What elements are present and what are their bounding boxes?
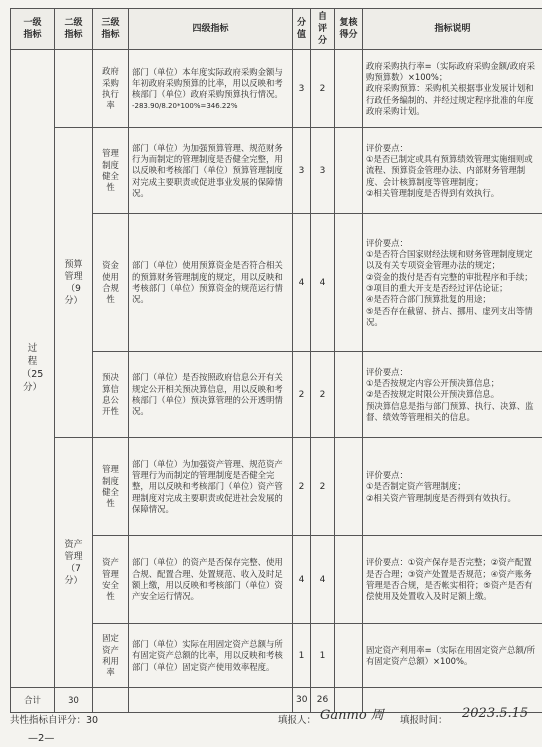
level4-cell: 部门（单位）使用预算资金是否符合相关的预算财务管理制度的规定，用以反映和考核部门（单位）预算资金的规范运行情况。 [129, 214, 293, 352]
level3-cell: 资产 管理 安全 性 [93, 536, 129, 624]
table-row [11, 50, 542, 128]
score-cell: 3 [293, 128, 311, 214]
fill-time-label: 填报时间： [400, 715, 448, 726]
level4-cell: 部门（单位）是否按照政府信息公开有关规定公开相关预决算信息，用以反映和考核部门（单位）预决算管理的公开透明情况。 [129, 352, 293, 438]
score-cell: 2 [293, 352, 311, 438]
level2-empty [55, 50, 93, 128]
header-score: 分 值 [293, 9, 311, 50]
level4-cell: 部门（单位）实际在用固定资产总额与所有固定资产总额的比率，用以反映和考核部门（单位）固定资产使用效率程度。 [129, 624, 293, 688]
header-self-score: 自评 分 [311, 9, 335, 50]
explanation-cell: 评价要点： ①是否符合国家财经法规和财务管理制度规定以及有关专项资金管理办法的规定； ②资金的拨付是否有完整的审批程序和手续； ③项目的重大开支是否经过评估论证； ④是否符合部门预算批复的用途； ⑤是否存在截留、挤占、挪用、虚列支出等情况。 [363, 214, 542, 352]
review-score-cell [335, 50, 363, 128]
explanation-cell: 评价要点： ①是否按规定内容公开预决算信息； ②是否按规定时限公开预决算信息。 预决算信息是指与部门预算、执行、决算、监督、绩效等管理相关的信息。 [363, 352, 542, 438]
indicator-sheet [10, 8, 542, 713]
explanation-cell: 政府采购执行率=（实际政府采购金额/政府采购预算数）×100%； 政府采购预算：采购机关根据事业发展计划和行政任务编制的、并经过规定程序批准的年度政府采购计划。 [363, 50, 542, 128]
review-score-cell [335, 352, 363, 438]
total-empty-cell [93, 688, 129, 713]
header-review-score: 复核 得分 [335, 9, 363, 50]
level4-cell [129, 50, 293, 128]
table-row [11, 438, 542, 536]
total-label: 合计 [11, 688, 55, 713]
handwritten-signature: Ganmo 周 [320, 708, 384, 723]
level1-process: 过 程 （25 分） [11, 50, 55, 688]
review-score-cell [335, 536, 363, 624]
review-score-cell [335, 128, 363, 214]
score-cell: 4 [293, 214, 311, 352]
level3-cell: 管理 制度 健全 性 [93, 438, 129, 536]
total-empty-cell [129, 688, 293, 713]
self-score-cell: 2 [311, 352, 335, 438]
review-score-cell [335, 438, 363, 536]
header-level4: 四级指标 [129, 9, 293, 50]
self-score-cell: 2 [311, 438, 335, 536]
level4-note: -283.90/8.20*100%=346.22% [132, 101, 238, 110]
self-score-cell: 1 [311, 624, 335, 688]
level2-asset-management: 资产 管理 （7 分） [55, 438, 93, 688]
total-self-score: 26 [311, 688, 335, 713]
level3-cell: 资金 使用 合规 性 [93, 214, 129, 352]
header-explanation: 指标说明 [363, 9, 542, 50]
header-level1: 一级 指标 [11, 9, 55, 50]
level4-text: 部门（单位）本年度实际政府采购金额与年初政府采购预算的比率，用以反映和考核部门（单位）政府采购预算执行情况。 [132, 66, 283, 100]
explanation-cell: 评价要点：①资产保存是否完整；②资产配置是否合理；③资产处置是否规范；④资产账务管理是否合规，是否帐实相符；⑤资产是否有偿使用及处置收入及时足额上缴。 [363, 536, 542, 624]
level2-budget-management: 预算 管理 （9 分） [55, 128, 93, 438]
explanation-cell: 固定资产利用率=（实际在用固定资产总额/所有固定资产总额）×100%。 [363, 624, 542, 688]
level3-cell: 预决 算信 息公 开性 [93, 352, 129, 438]
score-cell: 4 [293, 536, 311, 624]
filler-label: 填报人： [278, 715, 317, 726]
header-level2: 二级 指标 [55, 9, 93, 50]
review-score-cell [335, 624, 363, 688]
table-row [11, 128, 542, 214]
self-score-cell: 4 [311, 214, 335, 352]
explanation-cell: 评价要点： ①是否制定资产管理制度； ②相关资产管理制度是否得到有效执行。 [363, 438, 542, 536]
handwritten-date: 2023.5.15 [462, 706, 529, 721]
page-number: —2— [28, 733, 55, 744]
level3-cell: 管理 制度 健全 性 [93, 128, 129, 214]
level4-cell: 部门（单位）的资产是否保存完整、使用合规、配置合理、处置规范、收入及时足额上缴，用以反映和考核部门（单位）资产安全运行情况。 [129, 536, 293, 624]
table-header-row [11, 9, 542, 50]
score-cell: 3 [293, 50, 311, 128]
self-score-cell: 4 [311, 536, 335, 624]
level4-cell: 部门（单位）为加强资产管理、规范资产管理行为而制定的管理制度是否健全完整，用以反映和考核部门（单位）资产管理制度对完成主要职责或促进社会发展的保障情况。 [129, 438, 293, 536]
indicator-table [10, 8, 542, 713]
self-eval-total: 共性指标自评分：30 [10, 715, 99, 726]
explanation-cell: 评价要点： ①是否已制定或具有预算绩效管理实施细则或流程、预算资金管理办法、内部财务管理制度、会计核算制度等管理制度； ②相关管理制度是否得到有效执行。 [363, 128, 542, 214]
review-score-cell [335, 214, 363, 352]
level3-cell: 政府 采购 执行 率 [93, 50, 129, 128]
total-score: 30 [293, 688, 311, 713]
total-level-value: 30 [55, 688, 93, 713]
score-cell: 2 [293, 438, 311, 536]
self-score-cell: 3 [311, 128, 335, 214]
score-cell: 1 [293, 624, 311, 688]
self-score-cell: 2 [311, 50, 335, 128]
header-level3: 三级 指标 [93, 9, 129, 50]
level3-cell: 固定 资产 利用 率 [93, 624, 129, 688]
level4-cell: 部门（单位）为加强预算管理、规范财务行为而制定的管理制度是否健全完整，用以反映和考核部门（单位）预算管理制度对完成主要职责或促进事业发展的保障情况。 [129, 128, 293, 214]
